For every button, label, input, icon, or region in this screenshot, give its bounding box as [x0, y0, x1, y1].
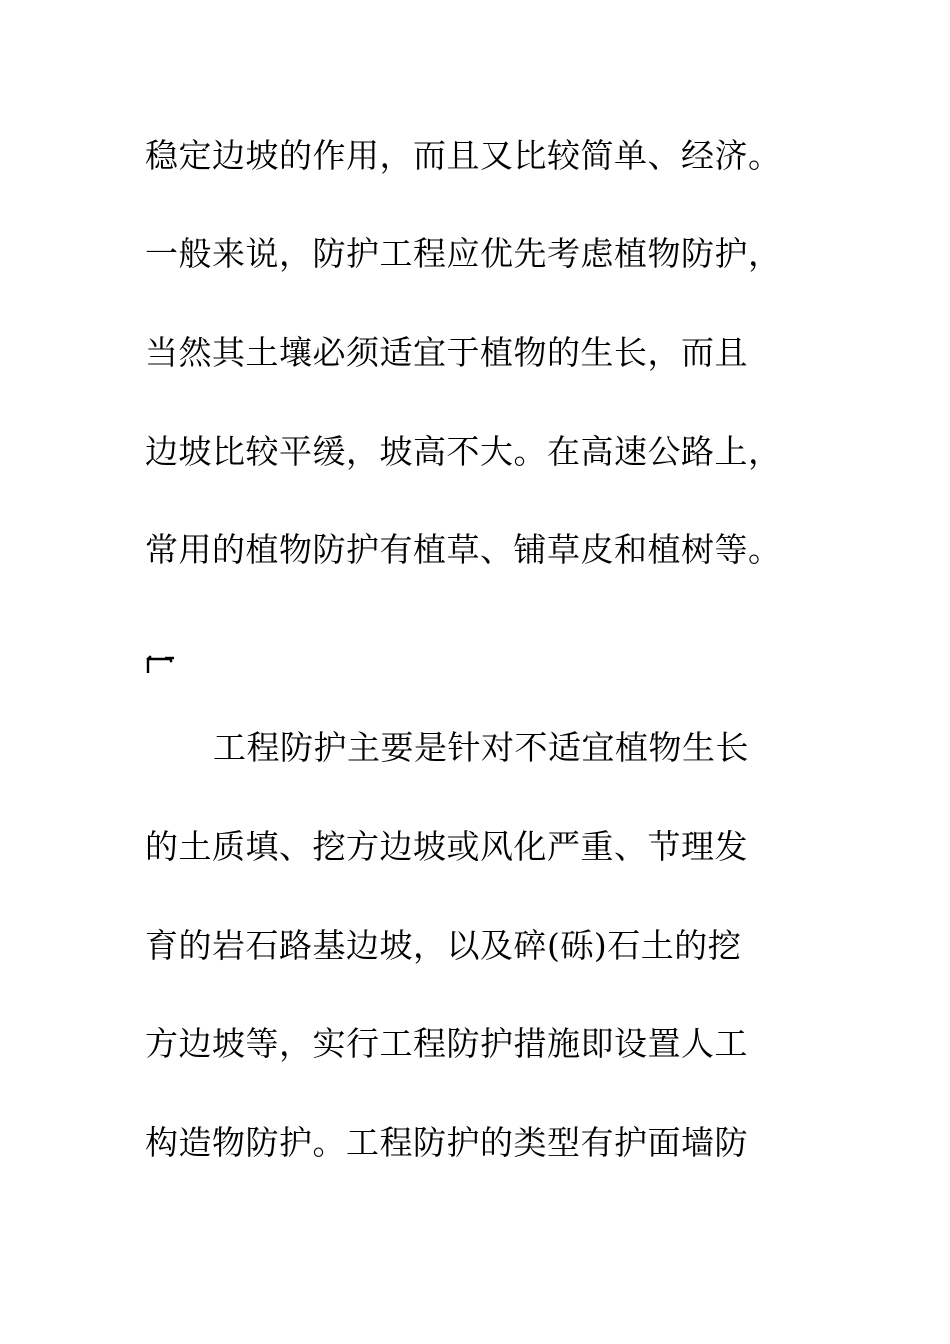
text-line: 稳定边坡的作用，而且又比较简单、经济。 — [145, 136, 782, 175]
text-line: 当然其土壤必须适宜于植物的生长，而且 — [145, 333, 748, 372]
text-line: 方边坡等，实行工程防护措施即设置人工 — [145, 1024, 748, 1063]
text-line: 构造物防护。工程防护的类型有护面墙防 — [145, 1123, 748, 1162]
text-line: 育的岩石路基边坡，以及碎(砾)石土的挖 — [145, 926, 742, 965]
text-line: 的土质填、挖方边坡或风化严重、节理发 — [145, 827, 748, 866]
text-line: 边坡比较平缓，坡高不大。在高速公路上， — [145, 432, 782, 471]
text-line: 一般来说，防护工程应优先考虑植物防护， — [145, 234, 782, 273]
text-line-indented: 工程防护主要是针对不适宜植物生长 — [213, 728, 749, 767]
section-marker-glyph — [145, 655, 175, 673]
text-line: 常用的植物防护有植草、铺草皮和植树等。 — [145, 530, 782, 569]
